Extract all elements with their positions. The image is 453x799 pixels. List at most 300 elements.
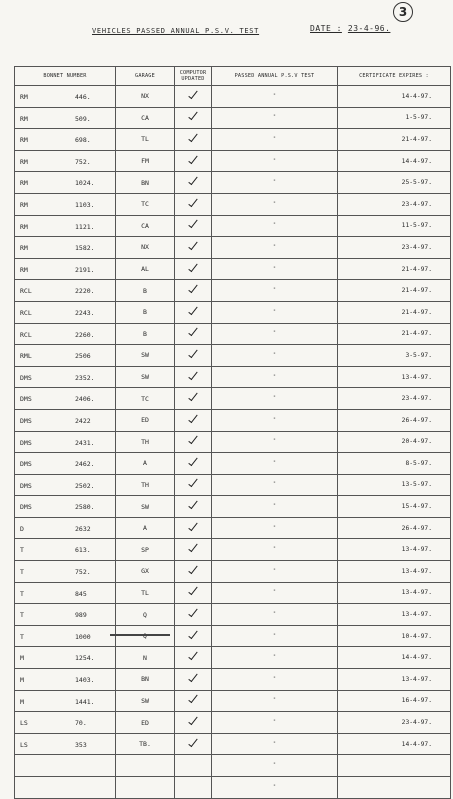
fleet-number: 1582. bbox=[75, 244, 95, 253]
fleet-prefix: DMS bbox=[20, 460, 32, 469]
garage-code: NX bbox=[116, 237, 175, 259]
tick-mark-icon bbox=[188, 413, 197, 423]
date-value: 23-4-96. bbox=[347, 24, 391, 33]
garage-code: TH bbox=[116, 474, 175, 496]
fleet-number: 1441. bbox=[75, 697, 95, 706]
certificate-expiry-date: 13-4-97. bbox=[338, 604, 451, 626]
fleet-number: 989 bbox=[75, 611, 87, 620]
tick-mark-icon bbox=[188, 521, 197, 531]
certificate-expiry-date: 14-4-97. bbox=[338, 150, 451, 172]
ditto-mark: " bbox=[212, 345, 338, 367]
certificate-expiry-date: 14-4-97. bbox=[338, 86, 451, 108]
certificate-expiry-date: 3-5-97. bbox=[338, 345, 451, 367]
table-row bbox=[15, 409, 451, 431]
table-row bbox=[15, 431, 451, 453]
tick-mark-icon bbox=[188, 391, 197, 401]
ditto-mark: " bbox=[212, 496, 338, 518]
garage-code: SW bbox=[116, 345, 175, 367]
header-bonnet-number: BONNET NUMBER bbox=[15, 67, 116, 86]
table-row bbox=[15, 86, 451, 108]
fleet-prefix: RCL bbox=[20, 287, 32, 296]
fleet-number: 2352. bbox=[75, 373, 95, 382]
tick-mark-icon bbox=[188, 283, 197, 293]
ditto-mark: " bbox=[212, 258, 338, 280]
fleet-number: 2260. bbox=[75, 330, 95, 339]
garage-code: B bbox=[116, 280, 175, 302]
bonnet-number-cell bbox=[15, 280, 116, 302]
garage-code: B bbox=[116, 323, 175, 345]
empty-cell bbox=[338, 755, 451, 777]
bonnet-number-cell bbox=[15, 409, 116, 431]
computer-updated-cell bbox=[175, 258, 212, 280]
bonnet-number-cell bbox=[15, 345, 116, 367]
tick-mark-icon bbox=[188, 542, 197, 552]
ditto-mark: " bbox=[212, 539, 338, 561]
tick-mark-icon bbox=[188, 197, 197, 207]
fleet-prefix: M bbox=[20, 697, 24, 706]
garage-code: BN bbox=[116, 172, 175, 194]
computer-updated-cell bbox=[175, 539, 212, 561]
bonnet-number-cell bbox=[15, 474, 116, 496]
ditto-mark: " bbox=[212, 582, 338, 604]
fleet-prefix: RM bbox=[20, 179, 28, 188]
ditto-mark: " bbox=[212, 517, 338, 539]
table-row bbox=[15, 388, 451, 410]
table-row bbox=[15, 301, 451, 323]
fleet-number: 1254. bbox=[75, 654, 95, 663]
bonnet-number-cell bbox=[15, 237, 116, 259]
fleet-prefix: T bbox=[20, 568, 24, 577]
certificate-expiry-date: 13-4-97. bbox=[338, 539, 451, 561]
fleet-prefix: RCL bbox=[20, 330, 32, 339]
ditto-mark: " bbox=[212, 431, 338, 453]
computer-updated-cell bbox=[175, 86, 212, 108]
table-row bbox=[15, 733, 451, 755]
ditto-mark: " bbox=[212, 323, 338, 345]
fleet-prefix: RM bbox=[20, 265, 28, 274]
tick-mark-icon bbox=[188, 607, 197, 617]
psv-test-table bbox=[14, 66, 451, 799]
tick-mark-icon bbox=[188, 89, 197, 99]
fleet-number: 1000 bbox=[75, 632, 91, 641]
fleet-number: 2406. bbox=[75, 395, 95, 404]
fleet-number: 2431. bbox=[75, 438, 95, 447]
scan-edge-mark bbox=[110, 634, 170, 636]
computer-updated-cell bbox=[175, 647, 212, 669]
tick-mark-icon bbox=[188, 348, 197, 358]
bonnet-number-cell bbox=[15, 150, 116, 172]
bonnet-number-cell bbox=[15, 604, 116, 626]
ditto-mark: " bbox=[212, 366, 338, 388]
certificate-expiry-date: 13-5-97. bbox=[338, 474, 451, 496]
fleet-number: 752. bbox=[75, 157, 91, 166]
fleet-prefix: LS bbox=[20, 719, 28, 728]
computer-updated-cell bbox=[175, 301, 212, 323]
table-row bbox=[15, 323, 451, 345]
bonnet-number-cell bbox=[15, 193, 116, 215]
header-garage: GARAGE bbox=[116, 67, 175, 86]
certificate-expiry-date: 10-4-97. bbox=[338, 625, 451, 647]
tick-mark-icon bbox=[188, 369, 197, 379]
bonnet-number-cell bbox=[15, 86, 116, 108]
garage-code: ED bbox=[116, 712, 175, 734]
garage-code: FM bbox=[116, 150, 175, 172]
fleet-prefix: DMS bbox=[20, 438, 32, 447]
garage-code: TC bbox=[116, 388, 175, 410]
computer-updated-cell bbox=[175, 280, 212, 302]
table-row bbox=[15, 193, 451, 215]
date-label: DATE : bbox=[310, 24, 342, 33]
table-row bbox=[15, 604, 451, 626]
fleet-prefix: DMS bbox=[20, 416, 32, 425]
certificate-expiry-date: 1-5-97. bbox=[338, 107, 451, 129]
bonnet-number-cell bbox=[15, 129, 116, 151]
fleet-prefix: RM bbox=[20, 114, 28, 123]
ditto-mark: " bbox=[212, 280, 338, 302]
empty-cell bbox=[175, 777, 212, 799]
garage-code: A bbox=[116, 517, 175, 539]
computer-updated-cell bbox=[175, 388, 212, 410]
computer-updated-cell bbox=[175, 712, 212, 734]
fleet-prefix: RCL bbox=[20, 308, 32, 317]
computer-updated-cell bbox=[175, 323, 212, 345]
tick-mark-icon bbox=[188, 456, 197, 466]
tick-mark-icon bbox=[188, 326, 197, 336]
empty-cell bbox=[175, 755, 212, 777]
table-row bbox=[15, 690, 451, 712]
table-row bbox=[15, 129, 451, 151]
garage-code: Q bbox=[116, 604, 175, 626]
fleet-number: 2506 bbox=[75, 352, 91, 361]
fleet-prefix: RM bbox=[20, 136, 28, 145]
ditto-mark: " bbox=[212, 193, 338, 215]
fleet-number: 1403. bbox=[75, 676, 95, 685]
fleet-prefix: M bbox=[20, 676, 24, 685]
fleet-number: 509. bbox=[75, 114, 91, 123]
header-passed-test: PASSED ANNUAL P.S.V TEST bbox=[212, 67, 338, 86]
bonnet-number-cell bbox=[15, 669, 116, 691]
garage-code: SP bbox=[116, 539, 175, 561]
certificate-expiry-date: 20-4-97. bbox=[338, 431, 451, 453]
tick-mark-icon bbox=[188, 564, 197, 574]
bonnet-number-cell bbox=[15, 690, 116, 712]
computer-updated-cell bbox=[175, 582, 212, 604]
bonnet-number-cell bbox=[15, 172, 116, 194]
computer-updated-cell bbox=[175, 496, 212, 518]
tick-mark-icon bbox=[188, 715, 197, 725]
table-row bbox=[15, 453, 451, 475]
fleet-number: 2243. bbox=[75, 308, 95, 317]
garage-code: BN bbox=[116, 669, 175, 691]
certificate-expiry-date: 15-4-97. bbox=[338, 496, 451, 518]
bonnet-number-cell bbox=[15, 496, 116, 518]
fleet-prefix: RML bbox=[20, 352, 32, 361]
ditto-mark: " bbox=[212, 625, 338, 647]
bonnet-number-cell bbox=[15, 388, 116, 410]
bonnet-number-cell bbox=[15, 431, 116, 453]
ditto-mark: " bbox=[212, 237, 338, 259]
table-row bbox=[15, 669, 451, 691]
bonnet-number-cell bbox=[15, 517, 116, 539]
fleet-number: 1024. bbox=[75, 179, 95, 188]
fleet-number: 752. bbox=[75, 568, 91, 577]
fleet-prefix: DMS bbox=[20, 503, 32, 512]
empty-row bbox=[15, 777, 451, 799]
garage-code: SW bbox=[116, 366, 175, 388]
garage-code: N bbox=[116, 647, 175, 669]
empty-cell bbox=[116, 777, 175, 799]
fleet-number: 353 bbox=[75, 740, 87, 749]
bonnet-number-cell bbox=[15, 647, 116, 669]
empty-cell bbox=[15, 755, 116, 777]
ditto-mark: " bbox=[212, 733, 338, 755]
computer-updated-cell bbox=[175, 690, 212, 712]
table-row bbox=[15, 280, 451, 302]
certificate-expiry-date: 14-4-97. bbox=[338, 647, 451, 669]
table-row bbox=[15, 582, 451, 604]
certificate-expiry-date: 14-4-97. bbox=[338, 733, 451, 755]
bonnet-number-cell bbox=[15, 561, 116, 583]
fleet-prefix: T bbox=[20, 589, 24, 598]
bonnet-number-cell bbox=[15, 258, 116, 280]
table-row bbox=[15, 150, 451, 172]
computer-updated-cell bbox=[175, 150, 212, 172]
garage-code: SW bbox=[116, 690, 175, 712]
ditto-mark: " bbox=[212, 669, 338, 691]
table-row bbox=[15, 345, 451, 367]
fleet-number: 2422 bbox=[75, 416, 91, 425]
certificate-expiry-date: 13-4-97. bbox=[338, 582, 451, 604]
fleet-number: 698. bbox=[75, 136, 91, 145]
bonnet-number-cell bbox=[15, 301, 116, 323]
table-row bbox=[15, 215, 451, 237]
tick-mark-icon bbox=[188, 736, 197, 746]
fleet-number: 70. bbox=[75, 719, 87, 728]
tick-mark-icon bbox=[188, 477, 197, 487]
empty-cell bbox=[116, 755, 175, 777]
table-row bbox=[15, 517, 451, 539]
garage-code: SW bbox=[116, 496, 175, 518]
certificate-expiry-date: 25-5-97. bbox=[338, 172, 451, 194]
fleet-number: 1121. bbox=[75, 222, 95, 231]
bonnet-number-cell bbox=[15, 733, 116, 755]
computer-updated-cell bbox=[175, 431, 212, 453]
fleet-number: 1103. bbox=[75, 200, 95, 209]
fleet-prefix: RM bbox=[20, 222, 28, 231]
table-row bbox=[15, 539, 451, 561]
computer-updated-cell bbox=[175, 129, 212, 151]
computer-updated-cell bbox=[175, 604, 212, 626]
ditto-mark: " bbox=[212, 474, 338, 496]
bonnet-number-cell bbox=[15, 366, 116, 388]
bonnet-number-cell bbox=[15, 712, 116, 734]
garage-code: TL bbox=[116, 582, 175, 604]
garage-code: CA bbox=[116, 215, 175, 237]
ditto-mark: " bbox=[212, 388, 338, 410]
fleet-prefix: M bbox=[20, 654, 24, 663]
fleet-prefix: T bbox=[20, 611, 24, 620]
tick-mark-icon bbox=[188, 305, 197, 315]
ditto-mark: " bbox=[212, 453, 338, 475]
certificate-expiry-date: 26-4-97. bbox=[338, 409, 451, 431]
ditto-mark: " bbox=[212, 301, 338, 323]
tick-mark-icon bbox=[188, 261, 197, 271]
garage-code: CA bbox=[116, 107, 175, 129]
ditto-mark: " bbox=[212, 172, 338, 194]
fleet-number: 2632 bbox=[75, 524, 91, 533]
garage-code: A bbox=[116, 453, 175, 475]
computer-updated-cell bbox=[175, 625, 212, 647]
header-certificate-expires: CERTIFICATE EXPIRES : bbox=[338, 67, 451, 86]
table-row bbox=[15, 474, 451, 496]
fleet-number: 613. bbox=[75, 546, 91, 555]
bonnet-number-cell bbox=[15, 625, 116, 647]
certificate-expiry-date: 8-5-97. bbox=[338, 453, 451, 475]
garage-code: TC bbox=[116, 193, 175, 215]
fleet-prefix: RM bbox=[20, 157, 28, 166]
bonnet-number-cell bbox=[15, 215, 116, 237]
fleet-prefix: DMS bbox=[20, 373, 32, 382]
ditto-mark: " bbox=[212, 107, 338, 129]
garage-code: GX bbox=[116, 561, 175, 583]
fleet-prefix: T bbox=[20, 632, 24, 641]
ditto-mark: " bbox=[212, 755, 338, 777]
garage-code: AL bbox=[116, 258, 175, 280]
ditto-mark: " bbox=[212, 712, 338, 734]
certificate-expiry-date: 23-4-97. bbox=[338, 237, 451, 259]
garage-code: B bbox=[116, 301, 175, 323]
garage-code: ED bbox=[116, 409, 175, 431]
garage-code: TH bbox=[116, 431, 175, 453]
ditto-mark: " bbox=[212, 150, 338, 172]
ditto-mark: " bbox=[212, 409, 338, 431]
tick-mark-icon bbox=[188, 175, 197, 185]
bonnet-number-cell bbox=[15, 453, 116, 475]
ditto-mark: " bbox=[212, 690, 338, 712]
certificate-expiry-date: 16-4-97. bbox=[338, 690, 451, 712]
garage-code: TB. bbox=[116, 733, 175, 755]
fleet-prefix: LS bbox=[20, 740, 28, 749]
fleet-number: 2191. bbox=[75, 265, 95, 274]
computer-updated-cell bbox=[175, 237, 212, 259]
computer-updated-cell bbox=[175, 474, 212, 496]
tick-mark-icon bbox=[188, 650, 197, 660]
table-row bbox=[15, 172, 451, 194]
table-row bbox=[15, 237, 451, 259]
certificate-expiry-date: 21-4-97. bbox=[338, 129, 451, 151]
table-row bbox=[15, 258, 451, 280]
ditto-mark: " bbox=[212, 604, 338, 626]
fleet-prefix: DMS bbox=[20, 395, 32, 404]
computer-updated-cell bbox=[175, 107, 212, 129]
bonnet-number-cell bbox=[15, 582, 116, 604]
table-row bbox=[15, 496, 451, 518]
computer-updated-cell bbox=[175, 345, 212, 367]
computer-updated-cell bbox=[175, 172, 212, 194]
header-row bbox=[15, 67, 451, 86]
fleet-number: 2462. bbox=[75, 460, 95, 469]
header-computer-updated: COMPUTOR UPDATED bbox=[175, 67, 212, 86]
computer-updated-cell bbox=[175, 409, 212, 431]
computer-updated-cell bbox=[175, 215, 212, 237]
empty-row bbox=[15, 755, 451, 777]
table-row bbox=[15, 712, 451, 734]
computer-updated-cell bbox=[175, 669, 212, 691]
bonnet-number-cell bbox=[15, 107, 116, 129]
fleet-prefix: RM bbox=[20, 244, 28, 253]
tick-mark-icon bbox=[188, 585, 197, 595]
table-row bbox=[15, 366, 451, 388]
table-row bbox=[15, 647, 451, 669]
table-row bbox=[15, 625, 451, 647]
tick-mark-icon bbox=[188, 499, 197, 509]
fleet-prefix: D bbox=[20, 524, 24, 533]
garage-code: NX bbox=[116, 86, 175, 108]
computer-updated-cell bbox=[175, 453, 212, 475]
table-row bbox=[15, 561, 451, 583]
tick-mark-icon bbox=[188, 434, 197, 444]
ditto-mark: " bbox=[212, 777, 338, 799]
certificate-expiry-date: 21-4-97. bbox=[338, 258, 451, 280]
computer-updated-cell bbox=[175, 733, 212, 755]
fleet-number: 2580. bbox=[75, 503, 95, 512]
ditto-mark: " bbox=[212, 86, 338, 108]
bonnet-number-cell bbox=[15, 323, 116, 345]
certificate-expiry-date: 23-4-97. bbox=[338, 388, 451, 410]
computer-updated-cell bbox=[175, 517, 212, 539]
certificate-expiry-date: 26-4-97. bbox=[338, 517, 451, 539]
tick-mark-icon bbox=[188, 672, 197, 682]
computer-updated-cell bbox=[175, 366, 212, 388]
empty-cell bbox=[338, 777, 451, 799]
certificate-expiry-date: 21-4-97. bbox=[338, 280, 451, 302]
table-row bbox=[15, 107, 451, 129]
fleet-prefix: RM bbox=[20, 93, 28, 101]
computer-updated-cell bbox=[175, 561, 212, 583]
ditto-mark: " bbox=[212, 129, 338, 151]
ditto-mark: " bbox=[212, 215, 338, 237]
certificate-expiry-date: 13-4-97. bbox=[338, 669, 451, 691]
fleet-number: 845 bbox=[75, 589, 87, 598]
certificate-expiry-date: 11-5-97. bbox=[338, 215, 451, 237]
tick-mark-icon bbox=[188, 218, 197, 228]
fleet-prefix: DMS bbox=[20, 481, 32, 490]
tick-mark-icon bbox=[188, 132, 197, 142]
tick-mark-icon bbox=[188, 240, 197, 250]
tick-mark-icon bbox=[188, 110, 197, 120]
ditto-mark: " bbox=[212, 647, 338, 669]
certificate-expiry-date: 23-4-97. bbox=[338, 712, 451, 734]
certificate-expiry-date: 13-4-97. bbox=[338, 561, 451, 583]
fleet-number: 446. bbox=[75, 93, 91, 101]
garage-code: TL bbox=[116, 129, 175, 151]
fleet-number: 2502. bbox=[75, 481, 95, 490]
fleet-prefix: RM bbox=[20, 200, 28, 209]
page-number: 3 bbox=[393, 2, 413, 22]
document-date bbox=[310, 24, 390, 33]
fleet-number: 2220. bbox=[75, 287, 95, 296]
ditto-mark: " bbox=[212, 561, 338, 583]
bonnet-number-cell bbox=[15, 539, 116, 561]
empty-cell bbox=[15, 777, 116, 799]
garage-code: Q bbox=[116, 625, 175, 647]
certificate-expiry-date: 23-4-97. bbox=[338, 193, 451, 215]
fleet-prefix: T bbox=[20, 546, 24, 555]
tick-mark-icon bbox=[188, 153, 197, 163]
certificate-expiry-date: 21-4-97. bbox=[338, 323, 451, 345]
tick-mark-icon bbox=[188, 628, 197, 638]
certificate-expiry-date: 21-4-97. bbox=[338, 301, 451, 323]
